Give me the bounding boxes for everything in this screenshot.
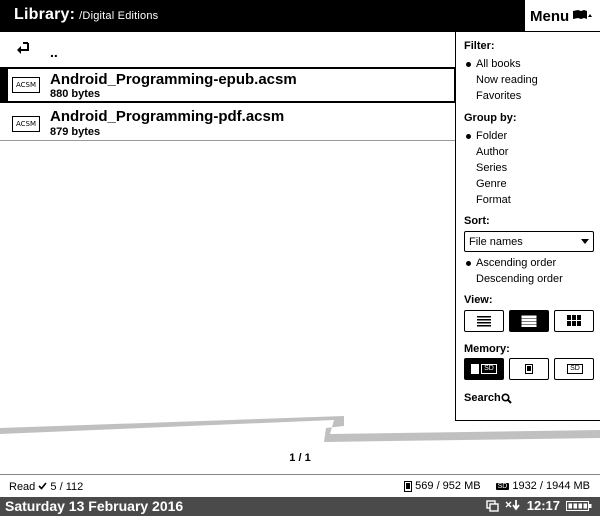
- clock: 12:17: [526, 498, 560, 513]
- book-icon: [572, 8, 592, 25]
- group-folder[interactable]: Folder: [476, 130, 508, 142]
- device-memory-icon: [404, 481, 412, 492]
- back-arrow-icon: [16, 40, 30, 59]
- filter-favorites[interactable]: Favorites: [476, 90, 522, 102]
- page-indicator: 1 / 1: [289, 452, 311, 464]
- group-format[interactable]: Format: [476, 194, 511, 206]
- menu-label: Menu: [530, 7, 570, 25]
- status-indicators: [486, 498, 592, 513]
- file-row-epub[interactable]: [0, 67, 456, 103]
- view-list-button[interactable]: [464, 310, 504, 332]
- internal-memory: 569 / 952 MB: [415, 480, 481, 492]
- menu-button[interactable]: [524, 0, 600, 32]
- sort-value: File names: [469, 236, 523, 248]
- filter-heading: Filter:: [464, 40, 495, 52]
- parent-folder-row[interactable]: [0, 36, 456, 66]
- memory-usage: [404, 480, 590, 492]
- acsm-file-icon: ACSM: [12, 116, 40, 132]
- order-descending[interactable]: Descending order: [476, 273, 563, 285]
- device-icon: [471, 364, 479, 374]
- memory-internal-button[interactable]: [509, 358, 549, 380]
- view-grid-button[interactable]: [554, 310, 594, 332]
- detail-view-icon: [521, 315, 537, 327]
- parent-folder-label: ..: [50, 44, 58, 60]
- device-icon: [525, 364, 533, 374]
- memory-heading: Memory:: [464, 343, 510, 355]
- group-author[interactable]: Author: [476, 146, 509, 158]
- read-label: Read: [9, 481, 36, 493]
- search-label: Search: [464, 392, 501, 404]
- file-row-pdf[interactable]: [0, 106, 456, 142]
- acsm-file-icon: ACSM: [12, 77, 40, 93]
- connection-icon: [505, 500, 521, 512]
- list-view-icon: [476, 315, 492, 327]
- group-heading: Group by:: [464, 112, 517, 124]
- sd-card-icon: SD: [481, 364, 497, 374]
- status-date: Saturday 13 February 2016: [5, 498, 184, 514]
- group-genre[interactable]: Genre: [476, 178, 507, 190]
- info-bar: [0, 474, 600, 496]
- filter-now-reading[interactable]: Now reading: [476, 74, 538, 86]
- task-switch-icon[interactable]: [486, 500, 499, 512]
- read-count: 5 / 112: [50, 481, 84, 493]
- title-bar: [0, 0, 600, 32]
- order-ascending[interactable]: Ascending order: [476, 257, 557, 269]
- sd-card-icon: SD: [567, 364, 583, 374]
- sd-memory: 1932 / 1944 MB: [512, 480, 590, 492]
- file-name: Android_Programming-pdf.acsm: [50, 108, 285, 125]
- library-title: [14, 6, 158, 24]
- library-label: Library:: [14, 6, 76, 23]
- view-detail-button[interactable]: [509, 310, 549, 332]
- status-bar: [0, 497, 600, 516]
- group-series[interactable]: Series: [476, 162, 508, 174]
- view-heading: View:: [464, 294, 493, 306]
- library-path: /Digital Editions: [79, 10, 159, 22]
- filter-all-books[interactable]: All books: [476, 58, 521, 70]
- sd-memory-icon: SD: [497, 482, 508, 490]
- file-size: 880 bytes: [50, 88, 101, 100]
- list-divider: [0, 140, 456, 141]
- menu-panel: [455, 31, 600, 421]
- battery-icon: [566, 500, 592, 512]
- read-counter: [9, 481, 83, 493]
- file-size: 879 bytes: [50, 126, 101, 138]
- memory-all-button[interactable]: [464, 358, 504, 380]
- dropdown-arrow-icon: [581, 239, 589, 244]
- sort-select[interactable]: [464, 231, 594, 252]
- grid-view-icon: [567, 315, 581, 327]
- search-icon: [501, 393, 512, 404]
- file-name: Android_Programming-epub.acsm: [50, 71, 297, 88]
- checkmark-icon: [38, 482, 47, 490]
- search-button[interactable]: [464, 392, 512, 404]
- sort-heading: Sort:: [464, 215, 490, 227]
- memory-sd-button[interactable]: [554, 358, 594, 380]
